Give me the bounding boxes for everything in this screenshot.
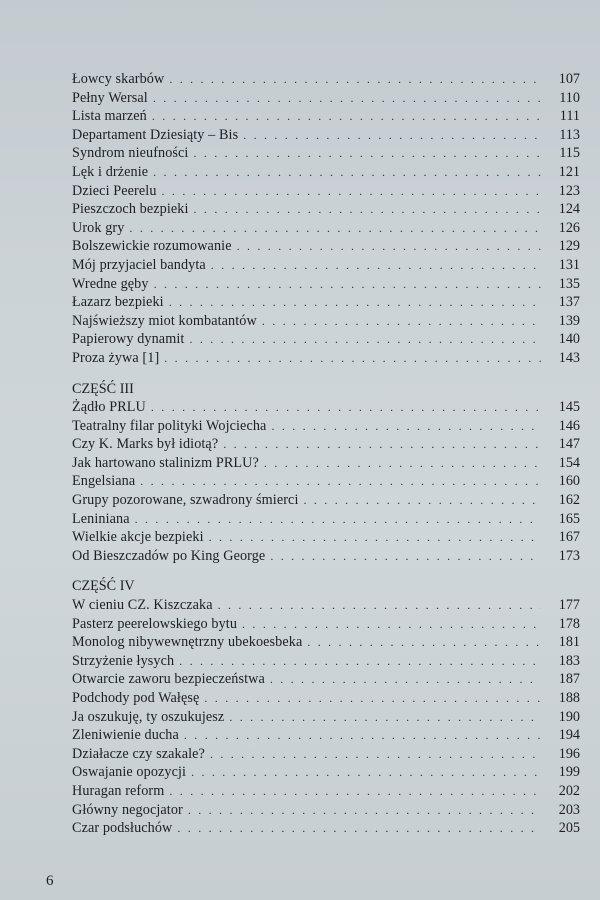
dot-leader <box>179 652 541 671</box>
dot-leader <box>270 670 541 689</box>
toc-entry-page: 177 <box>558 597 580 614</box>
dot-leader <box>135 510 541 529</box>
toc-entry-page: 165 <box>558 510 580 527</box>
toc-entry <box>72 528 580 547</box>
toc-entry-title: Pieszczoch bezpieki <box>72 201 189 218</box>
toc-entry-title: Monolog nibywewnętrzny ubekoesbeka <box>72 634 303 651</box>
toc-entry-title: Mój przyjaciel bandyta <box>72 256 206 273</box>
toc-entry <box>72 398 580 417</box>
toc-entry-title: Syndrom nieufności <box>72 145 189 162</box>
toc-entry <box>72 200 580 219</box>
toc-entry <box>72 615 580 634</box>
toc-entry <box>72 726 580 745</box>
toc-entry-title: Pasterz peerelowskiego bytu <box>72 615 238 632</box>
toc-entry-title: Zleniwienie ducha <box>72 727 179 744</box>
toc-entry-page: 178 <box>558 615 580 632</box>
toc-entry <box>72 107 580 126</box>
toc-entry <box>72 596 580 615</box>
toc-entry <box>72 510 580 529</box>
toc-entry-title: Lęk i drżenie <box>72 163 149 180</box>
toc-entry-title: Ja oszukuję, ty oszukujesz <box>72 708 225 725</box>
toc-entry-page: 194 <box>558 727 580 744</box>
toc-entry-title: Oswajanie opozycji <box>72 764 187 781</box>
toc-entry-title: Najświeższy miot kombatantów <box>72 312 257 329</box>
toc-entry <box>72 745 580 764</box>
toc-entry-page: 147 <box>558 436 580 453</box>
toc-entry-page: 183 <box>558 652 580 669</box>
dot-leader <box>129 219 541 238</box>
toc-entry <box>72 417 580 436</box>
dot-leader <box>154 275 541 294</box>
dot-leader <box>307 633 541 652</box>
toc-entry-page: 110 <box>559 89 580 106</box>
toc-entry-page: 145 <box>558 399 580 416</box>
toc-entry-title: Leniniana <box>72 510 130 527</box>
toc-entry-title: Lista marzeń <box>72 108 147 125</box>
toc-entry <box>72 219 580 238</box>
dot-leader <box>264 454 541 473</box>
toc-entry <box>72 293 580 312</box>
toc-entry-page: 181 <box>558 634 580 651</box>
toc-entry-title: Czar podsłuchów <box>72 820 173 837</box>
toc-entry-page: 107 <box>558 71 580 87</box>
toc-entry-title: W cieniu CZ. Kiszczaka <box>72 597 213 614</box>
toc-entry <box>72 472 580 491</box>
toc-entry-title: Otwarcie zaworu bezpieczeństwa <box>72 671 265 688</box>
section-heading-part3: CZĘŚĆ III <box>72 380 134 397</box>
dot-leader <box>151 398 541 417</box>
toc-entry <box>72 182 580 201</box>
toc-entry-page: 135 <box>558 275 580 292</box>
dot-leader <box>169 782 541 801</box>
dot-leader <box>153 163 541 182</box>
dot-leader <box>162 182 541 201</box>
toc-entry-title: Huragan reform <box>72 782 165 799</box>
toc-entry <box>72 435 580 454</box>
toc-entry <box>72 454 580 473</box>
toc-entry-title: Bolszewickie rozumowanie <box>72 238 232 255</box>
toc-entry-page: 146 <box>558 417 580 434</box>
toc-entry-title: Żądło PRLU <box>72 399 146 416</box>
toc-entry <box>72 163 580 182</box>
table-of-contents <box>72 70 580 838</box>
dot-leader <box>304 491 542 510</box>
toc-entry-title: Strzyżenie łysych <box>72 652 175 669</box>
dot-leader <box>194 200 541 219</box>
dot-leader <box>169 70 541 89</box>
toc-entry-title: Łowcy skarbów <box>72 71 165 87</box>
toc-entry-title: Od Bieszczadów po King George <box>72 547 266 564</box>
toc-entry-page: 123 <box>558 182 580 199</box>
toc-entry <box>72 670 580 689</box>
toc-entry-title: Działacze czy szakale? <box>72 745 205 762</box>
dot-leader <box>184 726 541 745</box>
toc-entry-page: 129 <box>558 238 580 255</box>
toc-entry-title: Proza żywa [1] <box>72 349 160 366</box>
dot-leader <box>209 528 541 547</box>
toc-entry-page: 205 <box>558 820 580 837</box>
toc-entry <box>72 349 580 368</box>
toc-entry-title: Pełny Wersal <box>72 89 148 106</box>
toc-entry-page: 131 <box>558 256 580 273</box>
toc-entry <box>72 330 580 349</box>
toc-entry-title: Departament Dziesiąty – Bis <box>72 126 239 143</box>
toc-entry-title: Papierowy dynamit <box>72 331 185 348</box>
dot-leader <box>204 689 541 708</box>
toc-entry <box>72 312 580 331</box>
toc-entry-page: 202 <box>558 782 580 799</box>
toc-entry-page: 199 <box>558 764 580 781</box>
toc-entry-page: 124 <box>558 201 580 218</box>
toc-entry-title: Teatralny filar polityki Wojciecha <box>72 417 267 434</box>
toc-entry-page: 187 <box>558 671 580 688</box>
dot-leader <box>177 819 541 838</box>
part4-list <box>72 596 580 838</box>
toc-entry-title: Wredne gęby <box>72 275 149 292</box>
dot-leader <box>223 435 541 454</box>
toc-entry-title: Grupy pozorowane, szwadrony śmierci <box>72 492 299 509</box>
toc-entry-page: 113 <box>559 126 580 143</box>
toc-entry-title: Jak hartowano stalinizm PRLU? <box>72 454 259 471</box>
toc-entry-page: 160 <box>558 473 580 490</box>
toc-entry-title: Engelsiana <box>72 473 136 490</box>
dot-leader <box>218 596 541 615</box>
toc-entry <box>72 547 580 566</box>
toc-entry <box>72 126 580 145</box>
dot-leader <box>270 547 541 566</box>
dot-leader <box>189 330 541 349</box>
dot-leader <box>153 89 541 108</box>
toc-entry-title: Czy K. Marks był idiotą? <box>72 436 219 453</box>
toc-entry-page: 188 <box>558 690 580 706</box>
page-number: 6 <box>46 873 54 889</box>
toc-entry <box>72 275 580 294</box>
dot-leader <box>243 126 541 145</box>
dot-leader <box>152 107 541 126</box>
toc-entry-title: Łazarz bezpieki <box>72 294 164 311</box>
toc-entry-title: Urok gry <box>72 219 125 236</box>
toc-entry-page: 111 <box>559 108 580 125</box>
toc-entry <box>72 708 580 727</box>
toc-entry-page: 162 <box>558 492 580 509</box>
dot-leader <box>211 256 541 275</box>
toc-entry <box>72 70 580 89</box>
part2-list <box>72 70 580 368</box>
toc-entry-page: 154 <box>558 454 580 471</box>
toc-entry <box>72 652 580 671</box>
toc-entry <box>72 89 580 108</box>
dot-leader <box>271 417 541 436</box>
toc-entry <box>72 801 580 820</box>
toc-entry-page: 140 <box>558 331 580 348</box>
dot-leader <box>140 472 541 491</box>
toc-entry-page: 126 <box>558 219 580 236</box>
dot-leader <box>188 801 541 820</box>
toc-entry-page: 139 <box>558 312 580 329</box>
dot-leader <box>237 237 541 256</box>
dot-leader <box>229 708 541 727</box>
toc-entry <box>72 689 580 708</box>
dot-leader <box>242 615 541 634</box>
toc-entry <box>72 782 580 801</box>
dot-leader <box>191 763 541 782</box>
toc-entry-page: 167 <box>558 529 580 546</box>
toc-entry-page: 143 <box>558 349 580 366</box>
toc-entry <box>72 144 580 163</box>
section-heading-part4: CZĘŚĆ IV <box>72 578 135 595</box>
dot-leader <box>169 293 541 312</box>
toc-entry-page: 196 <box>558 745 580 762</box>
dot-leader <box>262 312 541 331</box>
dot-leader <box>164 349 541 368</box>
toc-entry <box>72 633 580 652</box>
toc-entry-page: 115 <box>559 145 580 162</box>
toc-entry <box>72 256 580 275</box>
toc-entry <box>72 491 580 510</box>
toc-entry-title: Wielkie akcje bezpieki <box>72 529 204 546</box>
part3-list <box>72 398 580 565</box>
toc-entry-title: Podchody pod Wałęsę <box>72 690 200 706</box>
dot-leader <box>193 144 541 163</box>
toc-entry-page: 190 <box>558 708 580 725</box>
toc-entry-title: Główny negocjator <box>72 801 183 818</box>
toc-entry <box>72 819 580 838</box>
toc-entry-page: 121 <box>558 163 580 180</box>
dot-leader <box>210 745 541 764</box>
toc-entry <box>72 763 580 782</box>
toc-entry-title: Dzieci Peerelu <box>72 182 157 199</box>
toc-entry-page: 203 <box>558 801 580 818</box>
toc-entry-page: 173 <box>558 547 580 564</box>
toc-entry <box>72 237 580 256</box>
toc-entry-page: 137 <box>558 294 580 311</box>
